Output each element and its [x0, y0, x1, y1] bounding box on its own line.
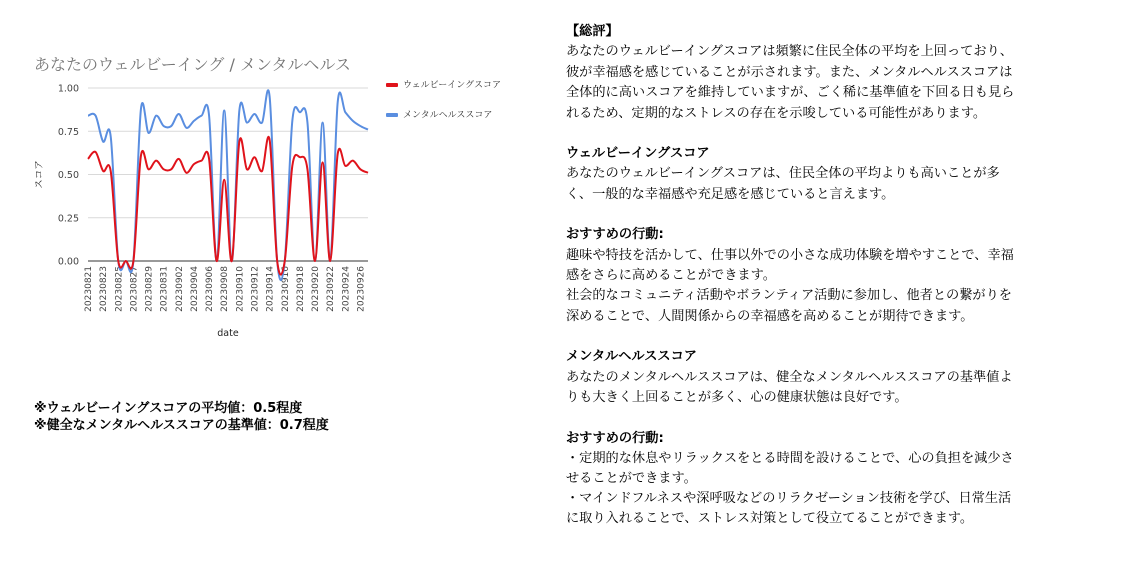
- series-line-1: [88, 90, 368, 280]
- summary-line: 彼が幸福感を感じていることが示されます。また、メンタルヘルススコアは: [566, 64, 1013, 80]
- mental-line: りも大きく上回ることが多く、心の健康状態は良好です。: [566, 390, 908, 406]
- x-tick-label: 20230902: [174, 266, 185, 312]
- x-tick-label: 20230926: [356, 266, 367, 312]
- x-tick-label: 20230831: [159, 266, 170, 312]
- x-tick-label: 20230918: [295, 266, 306, 312]
- summary-section: [566, 22, 1094, 124]
- x-tick-label: 20230827: [129, 266, 140, 312]
- mental-action-line: ・マインドフルネスや深呼吸などのリラクゼーション技術を学び、日常生活: [566, 490, 1012, 506]
- summary-line: あなたのウェルビーイングスコアは頻繁に住民全体の平均を上回っており、: [566, 44, 1013, 60]
- wellbeing-action-section: [566, 225, 1094, 327]
- x-tick-label: 20230825: [114, 266, 125, 312]
- average-note: ※ウェルビーイングスコアの平均値：0.5程度: [34, 401, 303, 416]
- legend-label: メンタルヘルススコア: [403, 110, 493, 121]
- mental-heading: メンタルヘルススコア: [566, 349, 697, 365]
- notes: [34, 400, 329, 434]
- mental-action-line: せることができます。: [566, 470, 697, 486]
- mental-action-heading: おすすめの行動:: [566, 430, 664, 446]
- wellbeing-line: あなたのウェルビーイングスコアは、住民全体の平均よりも高いことが多: [566, 166, 1000, 182]
- y-tick-label: 0.50: [57, 170, 79, 181]
- chart-title: あなたのウェルビーイング / メンタルヘルス: [34, 55, 351, 74]
- summary-line: 全体的に高いスコアを維持していますが、ごく稀に基準値を下回る日も見ら: [566, 85, 1015, 101]
- x-tick-label: 20230922: [326, 266, 337, 312]
- x-axis-label: date: [217, 328, 239, 339]
- y-tick-label: 1.00: [57, 83, 79, 95]
- legend-label: ウェルビーイングスコア: [403, 80, 502, 91]
- mental-action-line: ・定期的な休息やリラックスをとる時間を設けることで、心の負担を減少さ: [566, 450, 1014, 466]
- x-tick-label: 20230904: [189, 266, 200, 312]
- legend-swatch: [386, 83, 398, 87]
- wellbeing-action-line: 深めることで、人間関係からの幸福感を高めることが期待できます。: [566, 308, 974, 324]
- mental-section: [566, 347, 1094, 408]
- x-tick-label: 20230914: [265, 266, 276, 312]
- report-panel: [566, 22, 1094, 529]
- y-tick-label: 0.25: [57, 213, 79, 225]
- wellbeing-action-line: 感をさらに高めることができます。: [566, 268, 776, 284]
- wellbeing-action-line: 社会的なコミュニティ活動やボランティア活動に参加し、他者との繋がりを: [566, 288, 1012, 304]
- y-tick-label: 0.00: [57, 256, 79, 268]
- wellbeing-section: [566, 144, 1094, 205]
- wellbeing-action-heading: おすすめの行動:: [566, 227, 664, 243]
- x-tick-label: 20230924: [341, 266, 352, 312]
- wellbeing-heading: ウェルビーイングスコア: [566, 146, 710, 162]
- x-tick-label: 20230906: [205, 266, 216, 312]
- x-tick-label: 20230829: [144, 266, 155, 312]
- x-tick-label: 20230912: [250, 266, 261, 312]
- wellbeing-line: く、一般的な幸福感や充足感を感じていると言えます。: [566, 186, 895, 202]
- mental-action-line: に取り入れることで、ストレス対策として役立てることができます。: [566, 510, 974, 526]
- baseline-note: ※健全なメンタルヘルススコアの基準値：0.7程度: [34, 418, 329, 433]
- x-tick-label: 20230823: [99, 266, 110, 312]
- line-chart: [18, 40, 528, 360]
- x-tick-label: 20230908: [220, 266, 231, 312]
- y-tick-label: 0.75: [57, 126, 79, 138]
- legend-swatch: [386, 113, 398, 117]
- summary-heading: 【総評】: [566, 24, 619, 39]
- summary-line: れるため、定期的なストレスの存在を示唆している可能性があります。: [566, 105, 987, 121]
- x-tick-label: 20230910: [235, 266, 246, 312]
- mental-line: あなたのメンタルヘルススコアは、健全なメンタルヘルススコアの基準値よ: [566, 369, 1013, 385]
- chart-area: [18, 40, 528, 360]
- mental-action-section: [566, 429, 1094, 529]
- y-axis-label: スコア: [34, 160, 45, 189]
- x-tick-label: 20230916: [280, 266, 291, 312]
- x-tick-label: 20230821: [84, 266, 94, 312]
- wellbeing-action-line: 趣味や特技を活かして、仕事以外での小さな成功体験を増やすことで、幸福: [566, 247, 1014, 263]
- x-tick-label: 20230920: [311, 266, 322, 312]
